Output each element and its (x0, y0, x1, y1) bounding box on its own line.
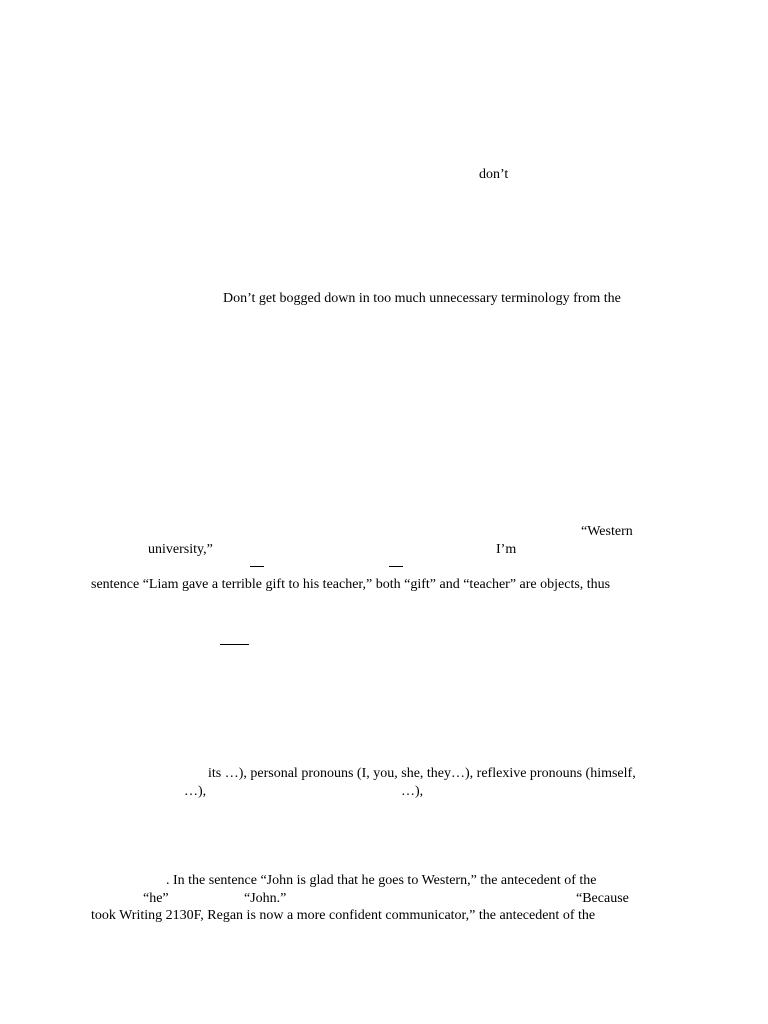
text-fragment-pronouns: its …), personal pronouns (I, you, she, they…), reflexive pronouns (himself, (208, 766, 636, 781)
text-fragment-university: university,” (148, 542, 213, 557)
text-fragment-john-sentence: . In the sentence “John is glad that he goes to Western,” the antecedent of the (166, 873, 597, 888)
text-fragment-western: “Western (581, 524, 633, 539)
text-fragment-ellipsis: …), (184, 784, 207, 799)
blank-underline (389, 566, 403, 567)
blank-underline (250, 566, 264, 567)
blank-underline (220, 644, 249, 645)
text-fragment-liam-sentence: sentence “Liam gave a terrible gift to his teacher,” both “gift” and “teacher” are objects, thus (91, 577, 611, 592)
text-fragment-terminology: Don’t get bogged down in too much unnecessary terminology from the (223, 291, 621, 306)
text-fragment-dont: don’t (479, 167, 509, 182)
text-fragment-he: “he” (143, 891, 169, 906)
text-fragment-ellipsis: …), (401, 784, 424, 799)
text-fragment-john: “John.” (244, 891, 287, 906)
text-fragment-regan-sentence: took Writing 2130F, Regan is now a more confident communicator,” the antecedent of the (91, 908, 596, 923)
text-fragment-im: I’m (496, 542, 517, 557)
text-fragment-because: “Because (576, 891, 629, 906)
